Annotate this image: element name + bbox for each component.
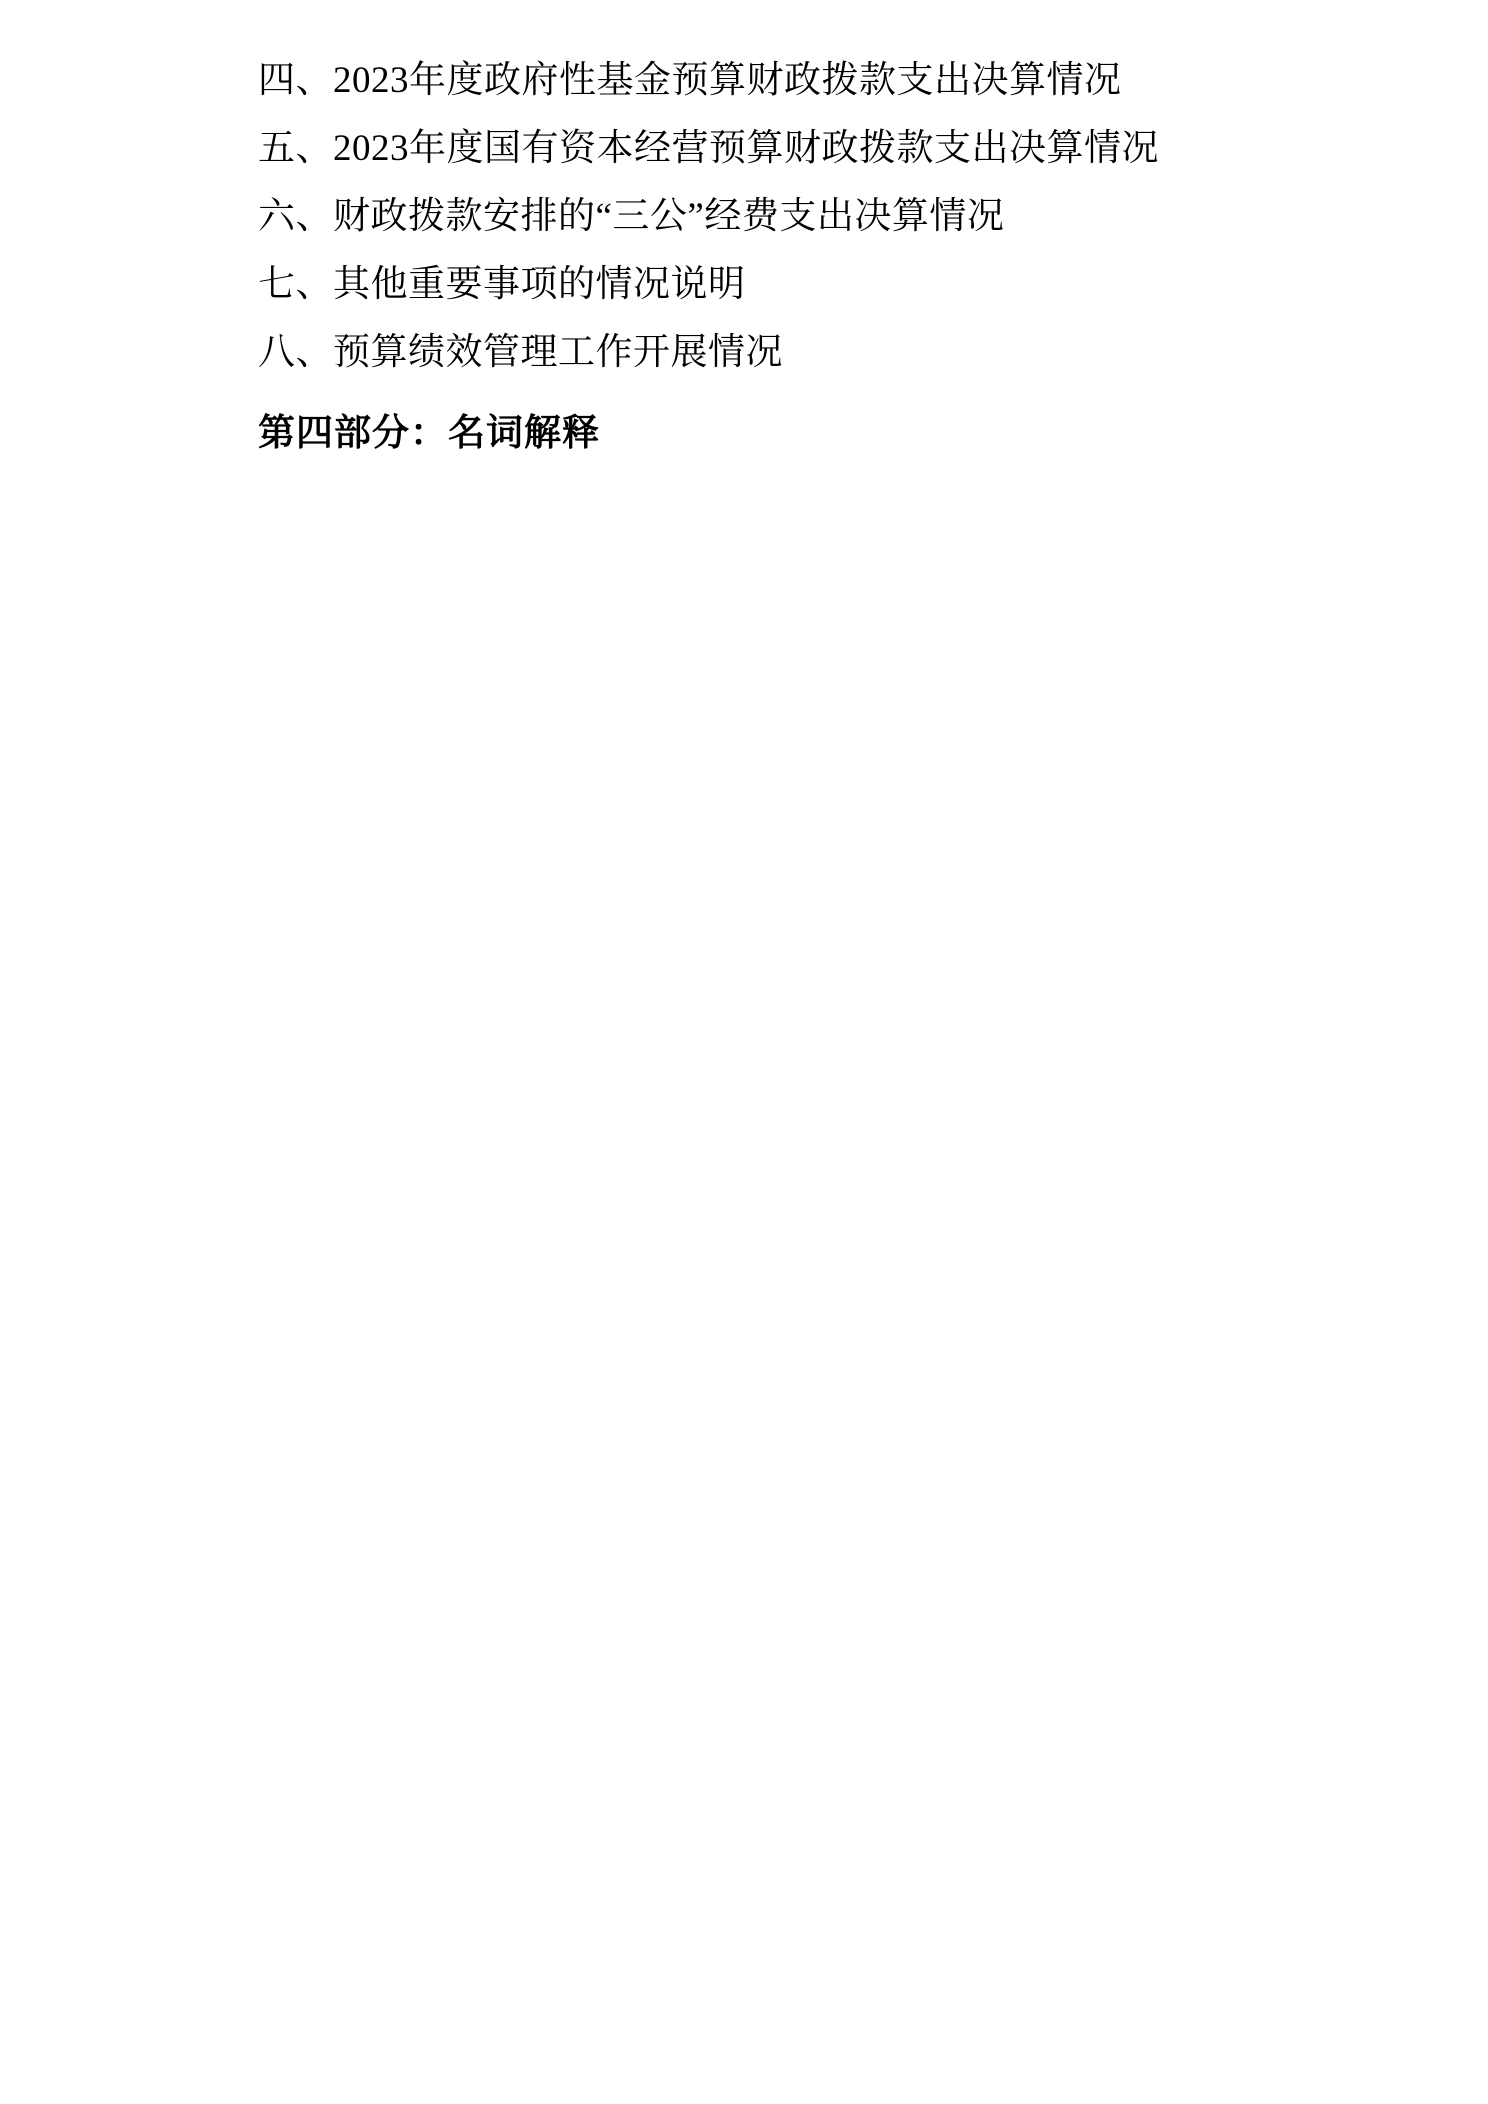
toc-item-6: 六、财政拨款安排的“三公”经费支出决算情况 [258, 196, 1005, 237]
toc-item-4: 四、2023年度政府性基金预算财政拨款支出决算情况 [258, 60, 1122, 101]
toc-item-7: 七、其他重要事项的情况说明 [258, 264, 746, 305]
toc-item-5: 五、2023年度国有资本经营预算财政拨款支出决算情况 [258, 128, 1159, 169]
toc-item-8: 八、预算绩效管理工作开展情况 [258, 332, 783, 373]
document-content [258, 62, 1258, 456]
section-heading-part-four: 第四部分：名词解释 [258, 413, 600, 454]
